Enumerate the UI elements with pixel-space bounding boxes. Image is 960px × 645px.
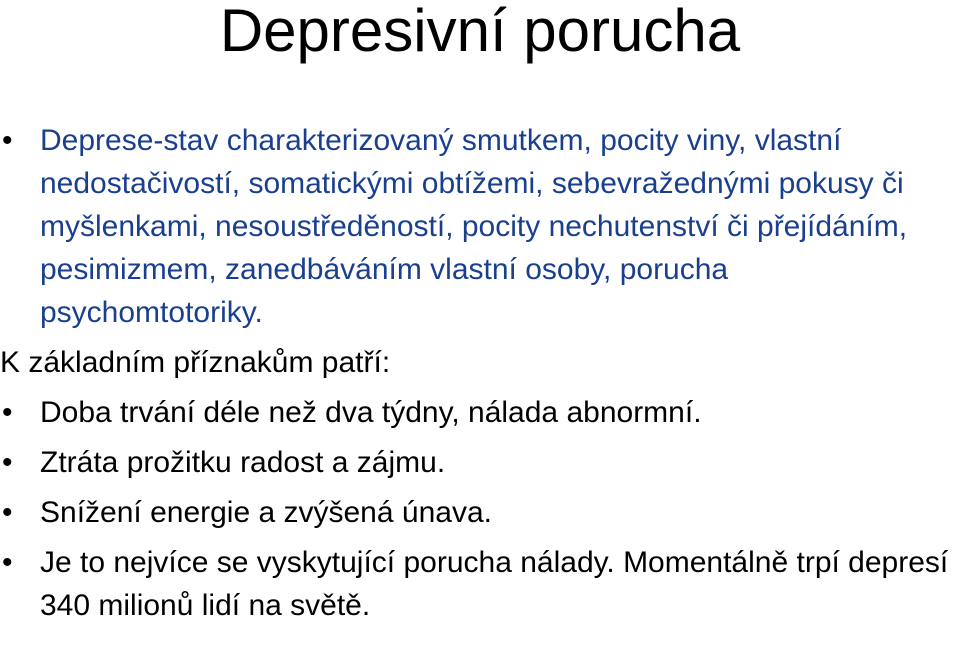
bullet-item-1 xyxy=(0,391,960,434)
bullet-text-1: Doba trvání déle než dva týdny, nálada abnormní. xyxy=(40,396,702,429)
bullet-text-3: Snížení energie a zvýšená únava. xyxy=(40,496,492,529)
bullet-dot-icon: • xyxy=(2,396,13,429)
bullet-item-2 xyxy=(0,441,960,484)
bullet-item-4 xyxy=(0,541,960,627)
bullet-dot-icon: • xyxy=(2,546,13,579)
intro-bullet xyxy=(0,119,930,334)
bullet-text-2: Ztráta prožitku radost a zájmu. xyxy=(40,446,446,479)
slide-title: Depresivní porucha xyxy=(219,0,741,64)
bullet-dot-icon: • xyxy=(2,446,13,479)
subheading: K základním příznakům patří: xyxy=(0,346,391,379)
intro-bullet-text: Deprese-stav charakterizovaný smutkem, pocity viny, vlastní nedostačivostí, somatickými obtížemi, sebevražednými pokusy či myšlenkami, nesoustředěností, pocity nechutenství či přejídáním, pesimizmem, zanedbáváním vlastní osoby, porucha psychomtotoriky. xyxy=(40,124,908,329)
slide-content xyxy=(0,119,960,634)
bullet-item-3 xyxy=(0,491,960,534)
bullet-dot-icon: • xyxy=(2,496,13,529)
bullet-text-4: Je to nejvíce se vyskytující porucha nálady. Momentálně trpí depresí 340 milionů lidí na světě. xyxy=(40,546,949,622)
bullet-dot-icon: • xyxy=(2,124,13,157)
